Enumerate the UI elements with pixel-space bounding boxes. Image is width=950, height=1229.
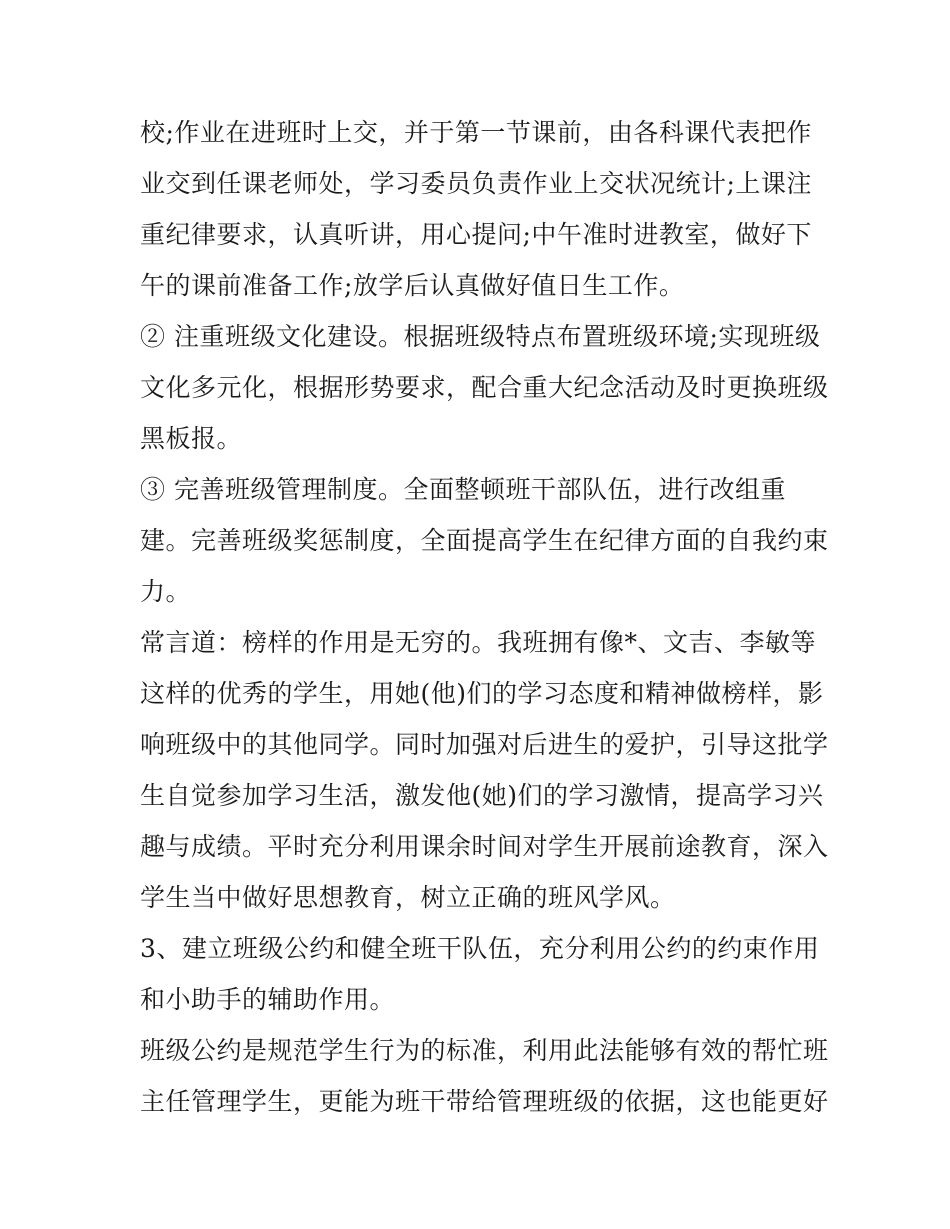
text-line: ② 注重班级文化建设。根据班级特点布置班级环境;实现班级 — [140, 322, 821, 351]
text-line: 重纪律要求，认真听讲，用心提问;中午准时进教室，做好下 — [140, 220, 812, 249]
text-line: ③ 完善班级管理制度。全面整顿班干部队伍，进行改组重 — [140, 475, 786, 504]
text-line: 校;作业在进班时上交，并于第一节课前，由各科课代表把作 — [140, 118, 812, 147]
text-line: 业交到任课老师处，学习委员负责作业上交状况统计;上课注 — [140, 169, 812, 198]
text-line: 黑板报。 — [140, 424, 243, 453]
text-line: 午的课前准备工作;放学后认真做好值日生工作。 — [140, 271, 685, 300]
text-line: 3、建立班级公约和健全班干队伍，充分利用公约的约束作用 — [140, 934, 820, 963]
text-line: 趣与成绩。平时充分利用课余时间对学生开展前途教育，深入 — [140, 832, 829, 861]
text-line: 主任管理学生，更能为班干带给管理班级的依据，这也能更好 — [140, 1087, 829, 1116]
text-line: 这样的优秀的学生，用她(他)们的学习态度和精神做榜样，影 — [140, 679, 824, 708]
text-line: 力。 — [140, 577, 192, 606]
text-line: 和小助手的辅助作用。 — [140, 985, 396, 1014]
text-line: 常言道：榜样的作用是无穷的。我班拥有像*、文吉、李敏等 — [140, 628, 817, 657]
text-line: 生自觉参加学习生活，激发他(她)们的学习激情，提高学习兴 — [140, 781, 824, 810]
text-line: 班级公约是规范学生行为的标准，利用此法能够有效的帮忙班 — [140, 1036, 829, 1065]
text-line: 学生当中做好思想教育，树立正确的班风学风。 — [140, 883, 676, 912]
text-line: 文化多元化，根据形势要求，配合重大纪念活动及时更换班级 — [140, 373, 829, 402]
body-text — [140, 107, 829, 1127]
text-line: 响班级中的其他同学。同时加强对后进生的爱护，引导这批学 — [140, 730, 829, 759]
text-line: 建。完善班级奖惩制度，全面提高学生在纪律方面的自我约束 — [140, 526, 829, 555]
